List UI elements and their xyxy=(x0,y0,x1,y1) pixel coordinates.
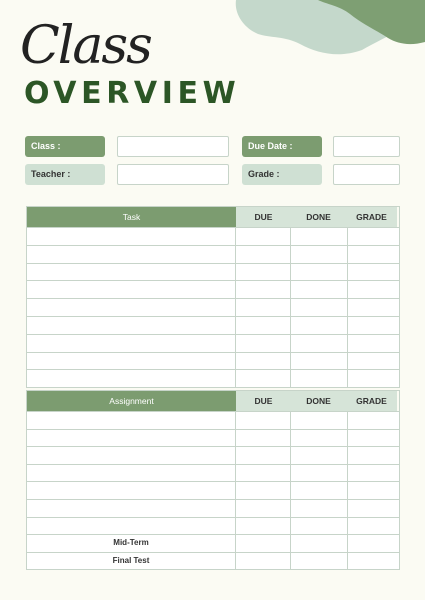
assignment-due-cell[interactable] xyxy=(236,412,291,429)
assignment-footer-due-cell[interactable] xyxy=(236,553,291,570)
assignment-name-cell[interactable] xyxy=(27,500,236,517)
assignment-grade-column-header: GRADE xyxy=(346,391,397,411)
assignment-footer-grade-cell[interactable] xyxy=(348,535,399,552)
task-name-cell[interactable] xyxy=(27,335,236,352)
task-table-body xyxy=(27,227,399,387)
page-title: OVERVIEW xyxy=(24,76,241,111)
task-done-cell[interactable] xyxy=(291,335,348,352)
assignment-due-column-header: DUE xyxy=(236,391,291,411)
assignment-due-cell[interactable] xyxy=(236,465,291,482)
task-grade-column-header: GRADE xyxy=(346,207,397,227)
assignment-table-header xyxy=(27,391,399,411)
task-table xyxy=(26,206,400,388)
assignment-done-cell[interactable] xyxy=(291,482,348,499)
task-name-cell[interactable] xyxy=(27,317,236,334)
assignment-footer-done-cell[interactable] xyxy=(291,553,348,570)
task-done-cell[interactable] xyxy=(291,317,348,334)
task-row xyxy=(27,352,399,370)
task-row xyxy=(27,280,399,298)
task-grade-cell[interactable] xyxy=(348,281,399,298)
assignment-table xyxy=(26,390,400,570)
title-script: Class xyxy=(20,16,151,76)
task-due-column-header: DUE xyxy=(236,207,291,227)
teacher-label: Teacher : xyxy=(25,164,105,185)
task-name-cell[interactable] xyxy=(27,353,236,370)
assignment-due-cell[interactable] xyxy=(236,500,291,517)
due-date-label: Due Date : xyxy=(242,136,322,157)
assignment-done-cell[interactable] xyxy=(291,430,348,447)
assignment-footer-row-label: Final Test xyxy=(112,555,150,565)
assignment-grade-cell[interactable] xyxy=(348,447,399,464)
task-grade-cell[interactable] xyxy=(348,335,399,352)
task-grade-cell[interactable] xyxy=(348,317,399,334)
task-due-cell[interactable] xyxy=(236,299,291,316)
assignment-due-cell[interactable] xyxy=(236,482,291,499)
assignment-footer-row xyxy=(27,534,399,552)
class-label: Class : xyxy=(25,136,105,157)
assignment-row xyxy=(27,517,399,535)
task-name-cell[interactable] xyxy=(27,246,236,263)
task-due-cell[interactable] xyxy=(236,317,291,334)
assignment-row xyxy=(27,411,399,429)
task-grade-cell[interactable] xyxy=(348,353,399,370)
due-date-field[interactable] xyxy=(333,136,400,157)
task-done-cell[interactable] xyxy=(291,299,348,316)
assignment-row xyxy=(27,429,399,447)
task-row xyxy=(27,334,399,352)
assignment-footer-grade-cell[interactable] xyxy=(348,553,399,570)
assignment-grade-cell[interactable] xyxy=(348,430,399,447)
task-done-cell[interactable] xyxy=(291,370,348,387)
assignment-footer-due-cell[interactable] xyxy=(236,535,291,552)
task-due-cell[interactable] xyxy=(236,228,291,245)
task-row xyxy=(27,316,399,334)
assignment-footer-row xyxy=(27,552,399,570)
assignment-name-cell[interactable] xyxy=(27,447,236,464)
assignment-grade-cell[interactable] xyxy=(348,465,399,482)
assignment-done-cell[interactable] xyxy=(291,465,348,482)
task-due-cell[interactable] xyxy=(236,353,291,370)
assignment-footer-row-label: Mid-Term xyxy=(113,538,149,548)
assignment-due-cell[interactable] xyxy=(236,518,291,535)
grade-field[interactable] xyxy=(333,164,400,185)
task-done-cell[interactable] xyxy=(291,228,348,245)
assignment-row xyxy=(27,464,399,482)
task-column-header: Task xyxy=(27,207,236,227)
assignment-footer-name-cell xyxy=(27,553,236,570)
task-due-cell[interactable] xyxy=(236,370,291,387)
grade-label: Grade : xyxy=(242,164,322,185)
task-done-cell[interactable] xyxy=(291,281,348,298)
assignment-done-cell[interactable] xyxy=(291,500,348,517)
assignment-done-cell[interactable] xyxy=(291,412,348,429)
assignment-done-cell[interactable] xyxy=(291,447,348,464)
task-name-cell[interactable] xyxy=(27,370,236,387)
task-due-cell[interactable] xyxy=(236,281,291,298)
task-grade-cell[interactable] xyxy=(348,299,399,316)
assignment-row xyxy=(27,446,399,464)
task-name-cell[interactable] xyxy=(27,264,236,281)
task-done-cell[interactable] xyxy=(291,246,348,263)
assignment-done-column-header: DONE xyxy=(291,391,346,411)
assignment-name-cell[interactable] xyxy=(27,412,236,429)
task-name-cell[interactable] xyxy=(27,299,236,316)
assignment-done-cell[interactable] xyxy=(291,518,348,535)
assignment-name-cell[interactable] xyxy=(27,465,236,482)
task-due-cell[interactable] xyxy=(236,335,291,352)
assignment-grade-cell[interactable] xyxy=(348,500,399,517)
assignment-grade-cell[interactable] xyxy=(348,518,399,535)
task-done-cell[interactable] xyxy=(291,353,348,370)
assignment-footer-name-cell xyxy=(27,535,236,552)
task-grade-cell[interactable] xyxy=(348,264,399,281)
task-table-header xyxy=(27,207,399,227)
assignment-footer-done-cell[interactable] xyxy=(291,535,348,552)
task-due-cell[interactable] xyxy=(236,264,291,281)
task-grade-cell[interactable] xyxy=(348,246,399,263)
task-row xyxy=(27,263,399,281)
class-field[interactable] xyxy=(117,136,229,157)
task-grade-cell[interactable] xyxy=(348,370,399,387)
task-row xyxy=(27,369,399,387)
assignment-name-cell[interactable] xyxy=(27,430,236,447)
teacher-field[interactable] xyxy=(117,164,229,185)
task-row xyxy=(27,298,399,316)
assignment-column-header: Assignment xyxy=(27,391,236,411)
task-done-cell[interactable] xyxy=(291,264,348,281)
assignment-grade-cell[interactable] xyxy=(348,482,399,499)
task-row xyxy=(27,245,399,263)
assignment-grade-cell[interactable] xyxy=(348,412,399,429)
task-grade-cell[interactable] xyxy=(348,228,399,245)
assignment-name-cell[interactable] xyxy=(27,518,236,535)
task-due-cell[interactable] xyxy=(236,246,291,263)
assignment-due-cell[interactable] xyxy=(236,447,291,464)
assignment-row xyxy=(27,481,399,499)
task-name-cell[interactable] xyxy=(27,228,236,245)
task-done-column-header: DONE xyxy=(291,207,346,227)
task-name-cell[interactable] xyxy=(27,281,236,298)
assignment-due-cell[interactable] xyxy=(236,430,291,447)
task-row xyxy=(27,227,399,245)
assignment-name-cell[interactable] xyxy=(27,482,236,499)
assignment-row xyxy=(27,499,399,517)
assignment-table-body xyxy=(27,411,399,569)
